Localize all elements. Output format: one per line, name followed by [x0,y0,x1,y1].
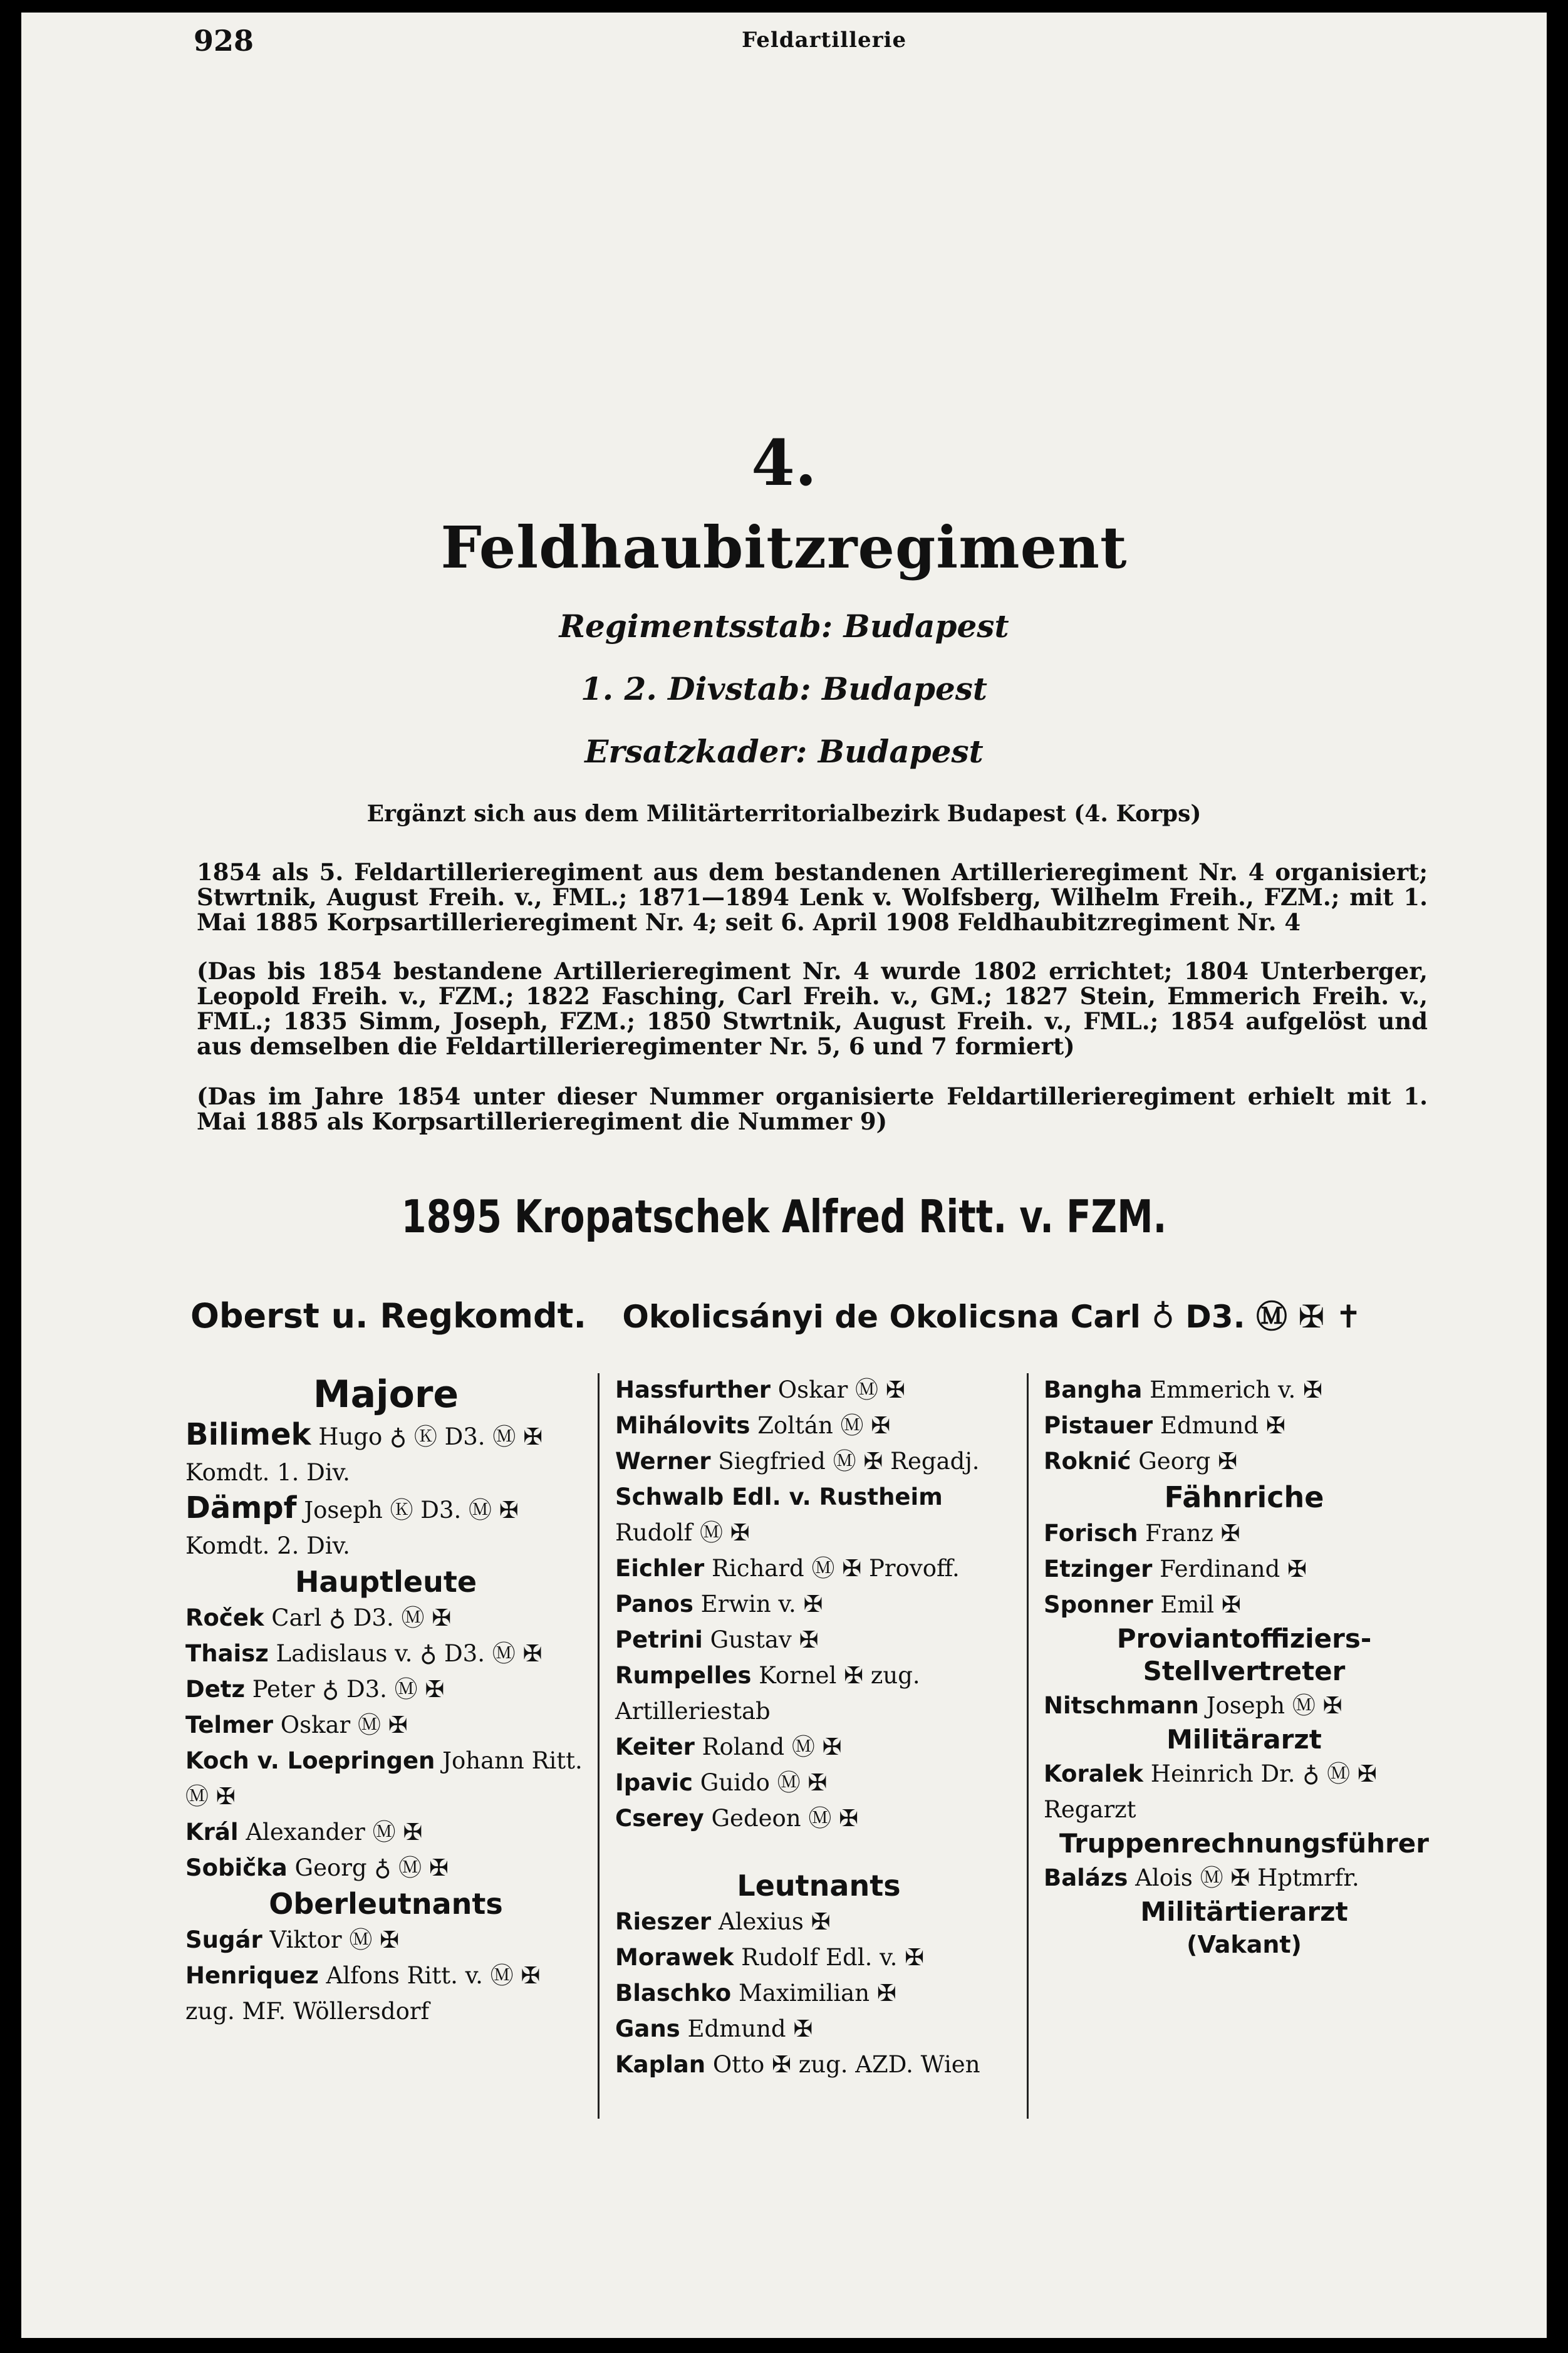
truppen-list [1044,1860,1445,1896]
tierarzt-vacant: (Vakant) [1186,1931,1302,1958]
section-heading-truppenrechnungsfuhrer: Truppenrechnungsführer [1059,1828,1429,1859]
entry-details: Ladislaus v. ♁ D3. Ⓜ ✠ [268,1640,543,1667]
entry-details: Johann Ritt. Ⓜ ✠ [185,1747,583,1810]
entry-details: Alfons Ritt. v. Ⓜ ✠ zug. MF. Wöllersdorf [185,1962,541,2025]
entry-details: Oskar Ⓜ ✠ [771,1376,905,1403]
section-heading-hauptleute: Hauptleute [294,1565,477,1599]
erganzung-note: Ergänzt sich aus dem Militärterritorialbezirk Budapest (4. Korps) [366,801,1202,827]
entry-details: Emmerich v. ✠ [1142,1376,1323,1403]
entry-surname: Cserey [615,1805,704,1832]
majore-list [185,1417,586,1564]
roster-entry [615,1372,1022,1408]
entry-surname: Rumpelles [615,1662,752,1689]
entry-details: Ferdinand ✠ [1152,1556,1307,1582]
entry-surname: Morawek [615,1944,734,1971]
entry-details: Gustav ✠ [702,1626,819,1653]
commander-rank: Oberst u. Regkomdt. [190,1296,586,1336]
militararzt-list [1044,1756,1445,1827]
roster-column-3 [1044,1372,1445,1961]
entry-details: Guido Ⓜ ✠ [692,1769,828,1796]
history-paragraph: (Das im Jahre 1854 unter dieser Nummer organisierte Feldartillerieregiment erhielt mit 1. Mai 1885 als Korpsartillerieregiment die Nummer 9) [197,1083,1428,1135]
entry-details: Rudolf Ⓜ ✠ [615,1519,750,1546]
entry-surname: Henriquez [185,1962,319,1989]
entry-surname: Nitschmann [1044,1692,1199,1719]
regiment-commander [190,1292,1431,1337]
entry-surname: Petrini [615,1626,703,1653]
inhaber-line: 1895 Kropatschek Alfred Ritt. v. FZM. [401,1190,1167,1243]
roster-entry [615,1550,1022,1586]
commander-name: Okolicsányi de Okolicsna Carl ♁ D3. Ⓜ ✠ ✝ [622,1299,1362,1335]
roster-entry [1044,1443,1445,1479]
entry-surname: Sobička [185,1854,288,1881]
history-paragraph: 1854 als 5. Feldartillerieregiment aus dem bestandenen Artillerieregiment Nr. 4 organisiert; Stwrtnik, August Freih. v., FML.; 1871—1894 Lenk v. Wolfsberg, Wilhelm Freih., FZM.; mit 1. Mai 1885 Korpsartillerieregiment Nr. 4; seit 6. April 1908 Feldhaubitzregiment Nr. 4 [197,858,1428,936]
roster-entry [185,1922,586,1958]
ersatzkader: Ersatzkader: Budapest [584,733,984,770]
entry-surname: Rieszer [615,1908,712,1935]
history-paragraph: (Das bis 1854 bestandene Artillerieregiment Nr. 4 wurde 1802 errichtet; 1804 Unterberger, Leopold Freih. v., FZM.; 1822 Fasching, Carl Freih. v., GM.; 1827 Stein, Emmerich Freih. v., FML.; 1835 Simm, Joseph, FZM.; 1850 Stwrtnik, August Freih. v., FML.; 1854 aufgelöst und aus demselben die Feldartillerieregimenter Nr. 5, 6 und 7 formiert) [197,957,1428,1060]
running-head: Feldartillerie [742,28,907,53]
roster-entry [1044,1551,1445,1587]
entry-surname: Etzinger [1044,1556,1153,1582]
entry-surname: Koch v. Loepringen [185,1747,435,1774]
entry-details: Joseph Ⓜ ✠ [1198,1692,1342,1719]
roster-entry [615,1622,1022,1658]
entry-surname: Gans [615,2015,680,2042]
roster-entry [615,1479,1022,1550]
entry-surname: Eichler [615,1555,705,1582]
entry-surname: Roknić [1044,1448,1131,1475]
entry-surname: Keiter [615,1733,695,1760]
entry-details: Maximilian ✠ [731,1980,896,2007]
entry-details: Rudolf Edl. v. ✠ [734,1944,925,1971]
entry-details: Viktor Ⓜ ✠ [262,1926,400,1953]
column-divider [1027,1373,1029,2119]
section-heading-proviant: Proviantoffiziers-Stellvertreter [1116,1623,1372,1686]
oberleutnants-list-cont [615,1372,1022,1836]
entry-surname: Telmer [185,1712,273,1738]
entry-details: Otto ✠ zug. AZD. Wien [705,2051,980,2078]
roster-entry [185,1743,586,1814]
entry-details: Franz ✠ [1138,1520,1240,1547]
regiment-number: 4. [751,426,817,500]
roster-entry [615,1765,1022,1800]
leutnants-list-cont [1044,1372,1445,1479]
proviant-list [1044,1688,1445,1723]
entry-details: Richard Ⓜ ✠ Provoff. [704,1555,960,1582]
entry-surname: Mihálovits [615,1412,750,1439]
entry-details: Alois Ⓜ ✠ Hptmrfr. [1128,1864,1359,1891]
entry-surname: Pistauer [1044,1412,1153,1439]
section-heading-leutnants: Leutnants [737,1869,901,1903]
page [21,13,1547,2338]
roster-entry [185,1850,586,1886]
entry-surname: Roček [185,1604,264,1631]
roster-entry [1044,1688,1445,1723]
section-heading-militararzt: Militärarzt [1166,1724,1322,1755]
entry-surname: Panos [615,1591,693,1618]
roster-entry [185,1671,586,1707]
roster-entry [615,2011,1022,2047]
entry-surname: Sugár [185,1926,262,1953]
roster-entry [185,1814,586,1850]
entry-details: Edmund ✠ [1153,1412,1285,1439]
roster-entry [185,1707,586,1743]
fahnriche-list [1044,1515,1445,1623]
roster-entry [1044,1587,1445,1623]
entry-surname: Kaplan [615,2051,706,2078]
entry-surname: Schwalb Edl. v. Rustheim [615,1483,943,1510]
entry-details: Georg ✠ [1131,1448,1238,1475]
entry-details: Alexius ✠ [711,1908,831,1935]
roster-column-2 [615,1372,1022,2082]
entry-surname: Forisch [1044,1520,1138,1547]
roster-entry [1044,1756,1445,1827]
entry-details: Alexander Ⓜ ✠ [238,1819,423,1846]
entry-surname: Dämpf [185,1490,297,1525]
entry-details: Georg ♁ Ⓜ ✠ [287,1854,449,1881]
entry-details: Peter ♁ D3. Ⓜ ✠ [245,1676,445,1703]
entry-surname: Blaschko [615,1980,732,2007]
roster-entry [1044,1408,1445,1443]
roster-entry [185,1490,586,1564]
regiment-title: Feldhaubitzregiment [440,514,1128,581]
roster-entry [615,1904,1022,1940]
roster-entry [615,1586,1022,1622]
entry-details: Roland Ⓜ ✠ [694,1733,842,1760]
roster-entry [615,1408,1022,1443]
roster-entry [615,1443,1022,1479]
entry-surname: Hassfurther [615,1376,771,1403]
entry-surname: Bangha [1044,1376,1143,1403]
roster-entry [615,1729,1022,1765]
entry-details: Hugo ♁ Ⓚ D3. Ⓜ ✠ Komdt. 1. Div. [185,1423,543,1486]
entry-surname: Koralek [1044,1760,1144,1787]
oberleutnants-list [185,1922,586,2029]
entry-details: Joseph Ⓚ D3. Ⓜ ✠ Komdt. 2. Div. [185,1497,519,1559]
roster-entry [615,1975,1022,2011]
leutnants-list [615,1904,1022,2082]
section-heading-fahnriche: Fähnriche [1164,1480,1324,1514]
entry-details: Oskar Ⓜ ✠ [273,1712,408,1738]
entry-surname: Ipavic [615,1769,693,1796]
page-number: 928 [194,24,254,58]
entry-details: Erwin v. ✠ [693,1591,823,1618]
entry-surname: Thaisz [185,1640,269,1667]
roster-entry [615,1658,1022,1729]
roster-entry [1044,1515,1445,1551]
regimentsstab: Regimentsstab: Budapest [559,608,1009,645]
roster-entry [185,1958,586,2029]
hauptleute-list [185,1600,586,1886]
entry-details: Edmund ✠ [680,2015,813,2042]
section-heading-tierarzt: Militärtierarzt [1140,1896,1348,1927]
entry-details: Siegfried Ⓜ ✠ Regadj. [710,1448,980,1475]
section-heading-majore: Majore [313,1373,459,1416]
entry-details: Heinrich Dr. ♁ Ⓜ ✠ Regarzt [1044,1760,1377,1823]
section-heading-oberleutnants: Oberleutnants [269,1887,503,1921]
roster-entry [185,1600,586,1636]
roster-entry [1044,1372,1445,1408]
entry-surname: Bilimek [185,1417,311,1452]
roster-entry [185,1636,586,1671]
roster-entry [615,1940,1022,1975]
entry-surname: Balázs [1044,1864,1128,1891]
entry-surname: Werner [615,1448,711,1475]
entry-surname: Detz [185,1676,246,1703]
roster-column-1 [185,1372,586,2029]
roster-entry [1044,1860,1445,1896]
entry-details: Gedeon Ⓜ ✠ [704,1805,859,1832]
entry-surname: Sponner [1044,1591,1153,1618]
entry-details: Emil ✠ [1153,1591,1241,1618]
roster-entry [615,2047,1022,2082]
entry-details: Carl ♁ D3. Ⓜ ✠ [264,1604,452,1631]
entry-surname: Král [185,1819,239,1846]
entry-details: Zoltán Ⓜ ✠ [750,1412,891,1439]
roster-entry [615,1800,1022,1836]
divstab: 1. 2. Divstab: Budapest [580,670,988,707]
column-divider [598,1373,600,2119]
roster-entry [185,1417,586,1490]
entry-details: Kornel ✠ zug. Artilleriestab [615,1662,920,1725]
